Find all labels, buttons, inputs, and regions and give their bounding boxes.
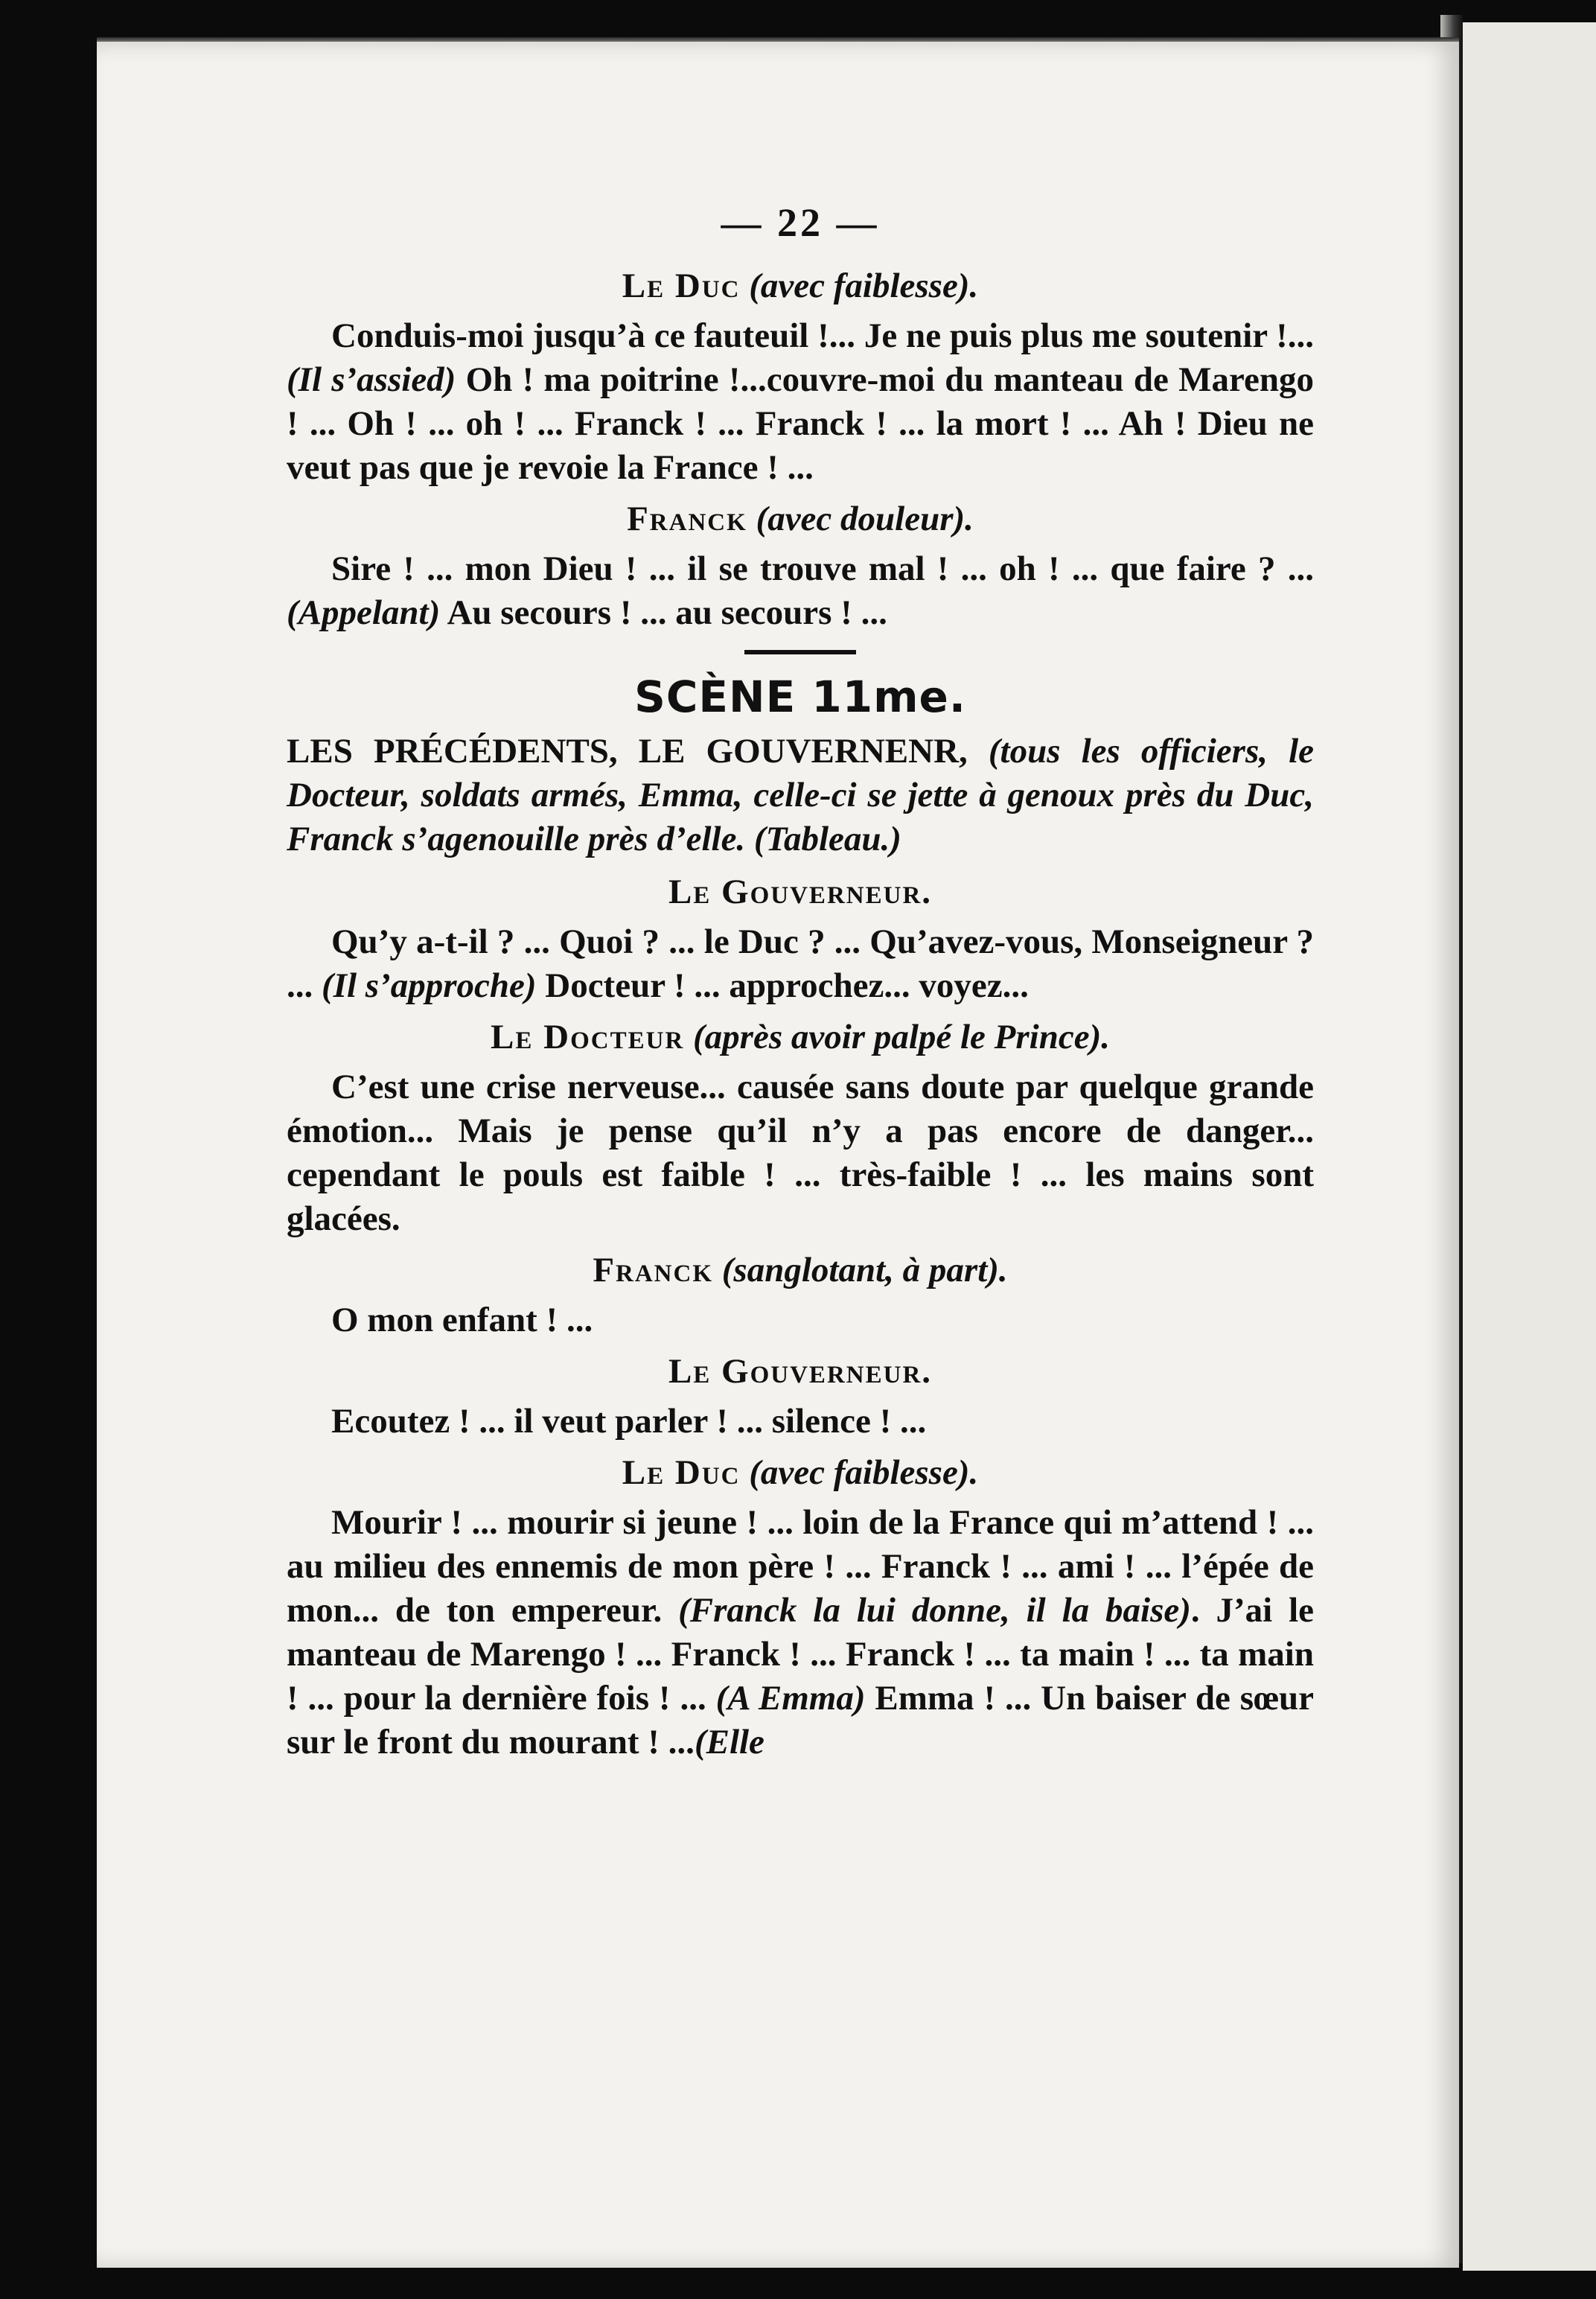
dialogue-section-1	[287, 264, 1314, 635]
speech-text: . J’ai le manteau de Marengo ! ... Franck ! ... Franck ! ... ta main ! ... ta main ! ... pour la dernière fois ! ...	[287, 1591, 1315, 1718]
stage-direction: (Appelant)	[287, 593, 441, 632]
speaker-direction: (après avoir palpé le Prince).	[693, 1018, 1110, 1056]
speech-text: Docteur ! ... approchez... voyez...	[536, 966, 1029, 1005]
speaker-heading	[287, 1249, 1314, 1292]
speaker-heading	[287, 264, 1314, 308]
stage-direction: (Il s’approche)	[322, 966, 537, 1005]
scene-title: SCÈNE 11me.	[634, 672, 966, 722]
speech-text: Conduis-moi jusqu’à ce fauteuil !... Je ne puis plus me soutenir !...	[331, 316, 1314, 355]
speaker-direction: (avec douleur).	[756, 500, 974, 538]
dialogue-section-2	[287, 870, 1314, 1764]
stage-direction: (Il s’assied)	[287, 360, 456, 399]
speaker-heading	[287, 1350, 1314, 1394]
page-content	[287, 201, 1314, 1772]
speaker-heading	[287, 497, 1314, 541]
characters-list: LES PRÉCÉDENTS, LE GOUVERNENR,	[287, 732, 989, 771]
speech-text: Mourir ! ... mourir si jeune ! ... loin de la France qui m’attend ! ... au milieu des ennemis de mon père ! ... Franck ! ... ami ! ... l’épée de mon... de ton empereur.	[287, 1503, 1314, 1630]
speech-paragraph	[287, 1298, 1314, 1342]
speaker-direction: (avec faiblesse).	[749, 1453, 979, 1492]
speech-text: Au secours ! ... au secours ! ...	[440, 593, 887, 632]
speech-paragraph	[287, 314, 1314, 490]
speaker-name: Franck	[627, 500, 747, 538]
stage-direction: (Franck la lui donne, il la baise)	[678, 1591, 1191, 1630]
speech-text: O mon enfant ! ...	[331, 1301, 593, 1339]
speech-paragraph	[287, 547, 1314, 635]
speaker-heading	[287, 1015, 1314, 1059]
speech-text: Emma ! ... Un baiser de sœur sur le front du mourant ! ...	[287, 1679, 1314, 1761]
speech-text: Oh ! ma poitrine !...couvre-moi du manteau de Marengo ! ... Oh ! ... oh ! ... Franck ! ... Franck ! ... la mort ! ... Ah ! Dieu ne veut pas que je revoie la France ! ...	[287, 360, 1315, 487]
speaker-name: Le Gouverneur.	[668, 873, 933, 911]
adjacent-page-strip	[1463, 22, 1596, 2271]
speaker-name: Franck	[593, 1251, 714, 1289]
speech-paragraph	[287, 920, 1314, 1008]
speaker-heading	[287, 1451, 1314, 1495]
speech-paragraph	[287, 1400, 1314, 1444]
speech-paragraph	[287, 1501, 1314, 1764]
stage-direction: (A Emma)	[715, 1679, 866, 1718]
speaker-heading	[287, 870, 1314, 914]
speaker-direction: (sanglotant, à part).	[721, 1251, 1008, 1289]
scene-characters	[287, 730, 1314, 861]
speaker-name: Le Docteur	[491, 1018, 685, 1056]
speech-paragraph	[287, 1065, 1314, 1241]
stage-direction: (Elle	[694, 1723, 765, 1761]
scene-divider-rule	[744, 650, 856, 654]
speech-text: Ecoutez ! ... il veut parler ! ... silence ! ...	[331, 1402, 927, 1441]
speaker-name: Le Duc	[622, 1453, 741, 1492]
speech-text: Qu’y a-t-il ? ... Quoi ? ... le Duc ? ... Qu’avez-vous, Monseigneur ? ...	[287, 922, 1314, 1005]
speech-text: Sire ! ... mon Dieu ! ... il se trouve mal ! ... oh ! ... que faire ? ...	[331, 549, 1314, 588]
speech-text: C’est une crise nerveuse... causée sans doute par quelque grande émotion... Mais je pense qu’il n’y a pas encore de danger... cependant le pouls est faible ! ... très-faible ! ... les mains sont glacées.	[287, 1068, 1314, 1238]
speaker-direction: (avec faiblesse).	[749, 267, 979, 305]
speaker-name: Le Gouverneur.	[668, 1352, 933, 1391]
speaker-name: Le Duc	[622, 267, 741, 305]
page-number: — 22 —	[721, 200, 880, 245]
stage-direction: (tous les officiers, le Docteur, soldats armés, Emma, celle-ci se jette à genoux près du Duc, Franck s’agenouille près d’elle. (Tableau.)	[287, 732, 1315, 858]
